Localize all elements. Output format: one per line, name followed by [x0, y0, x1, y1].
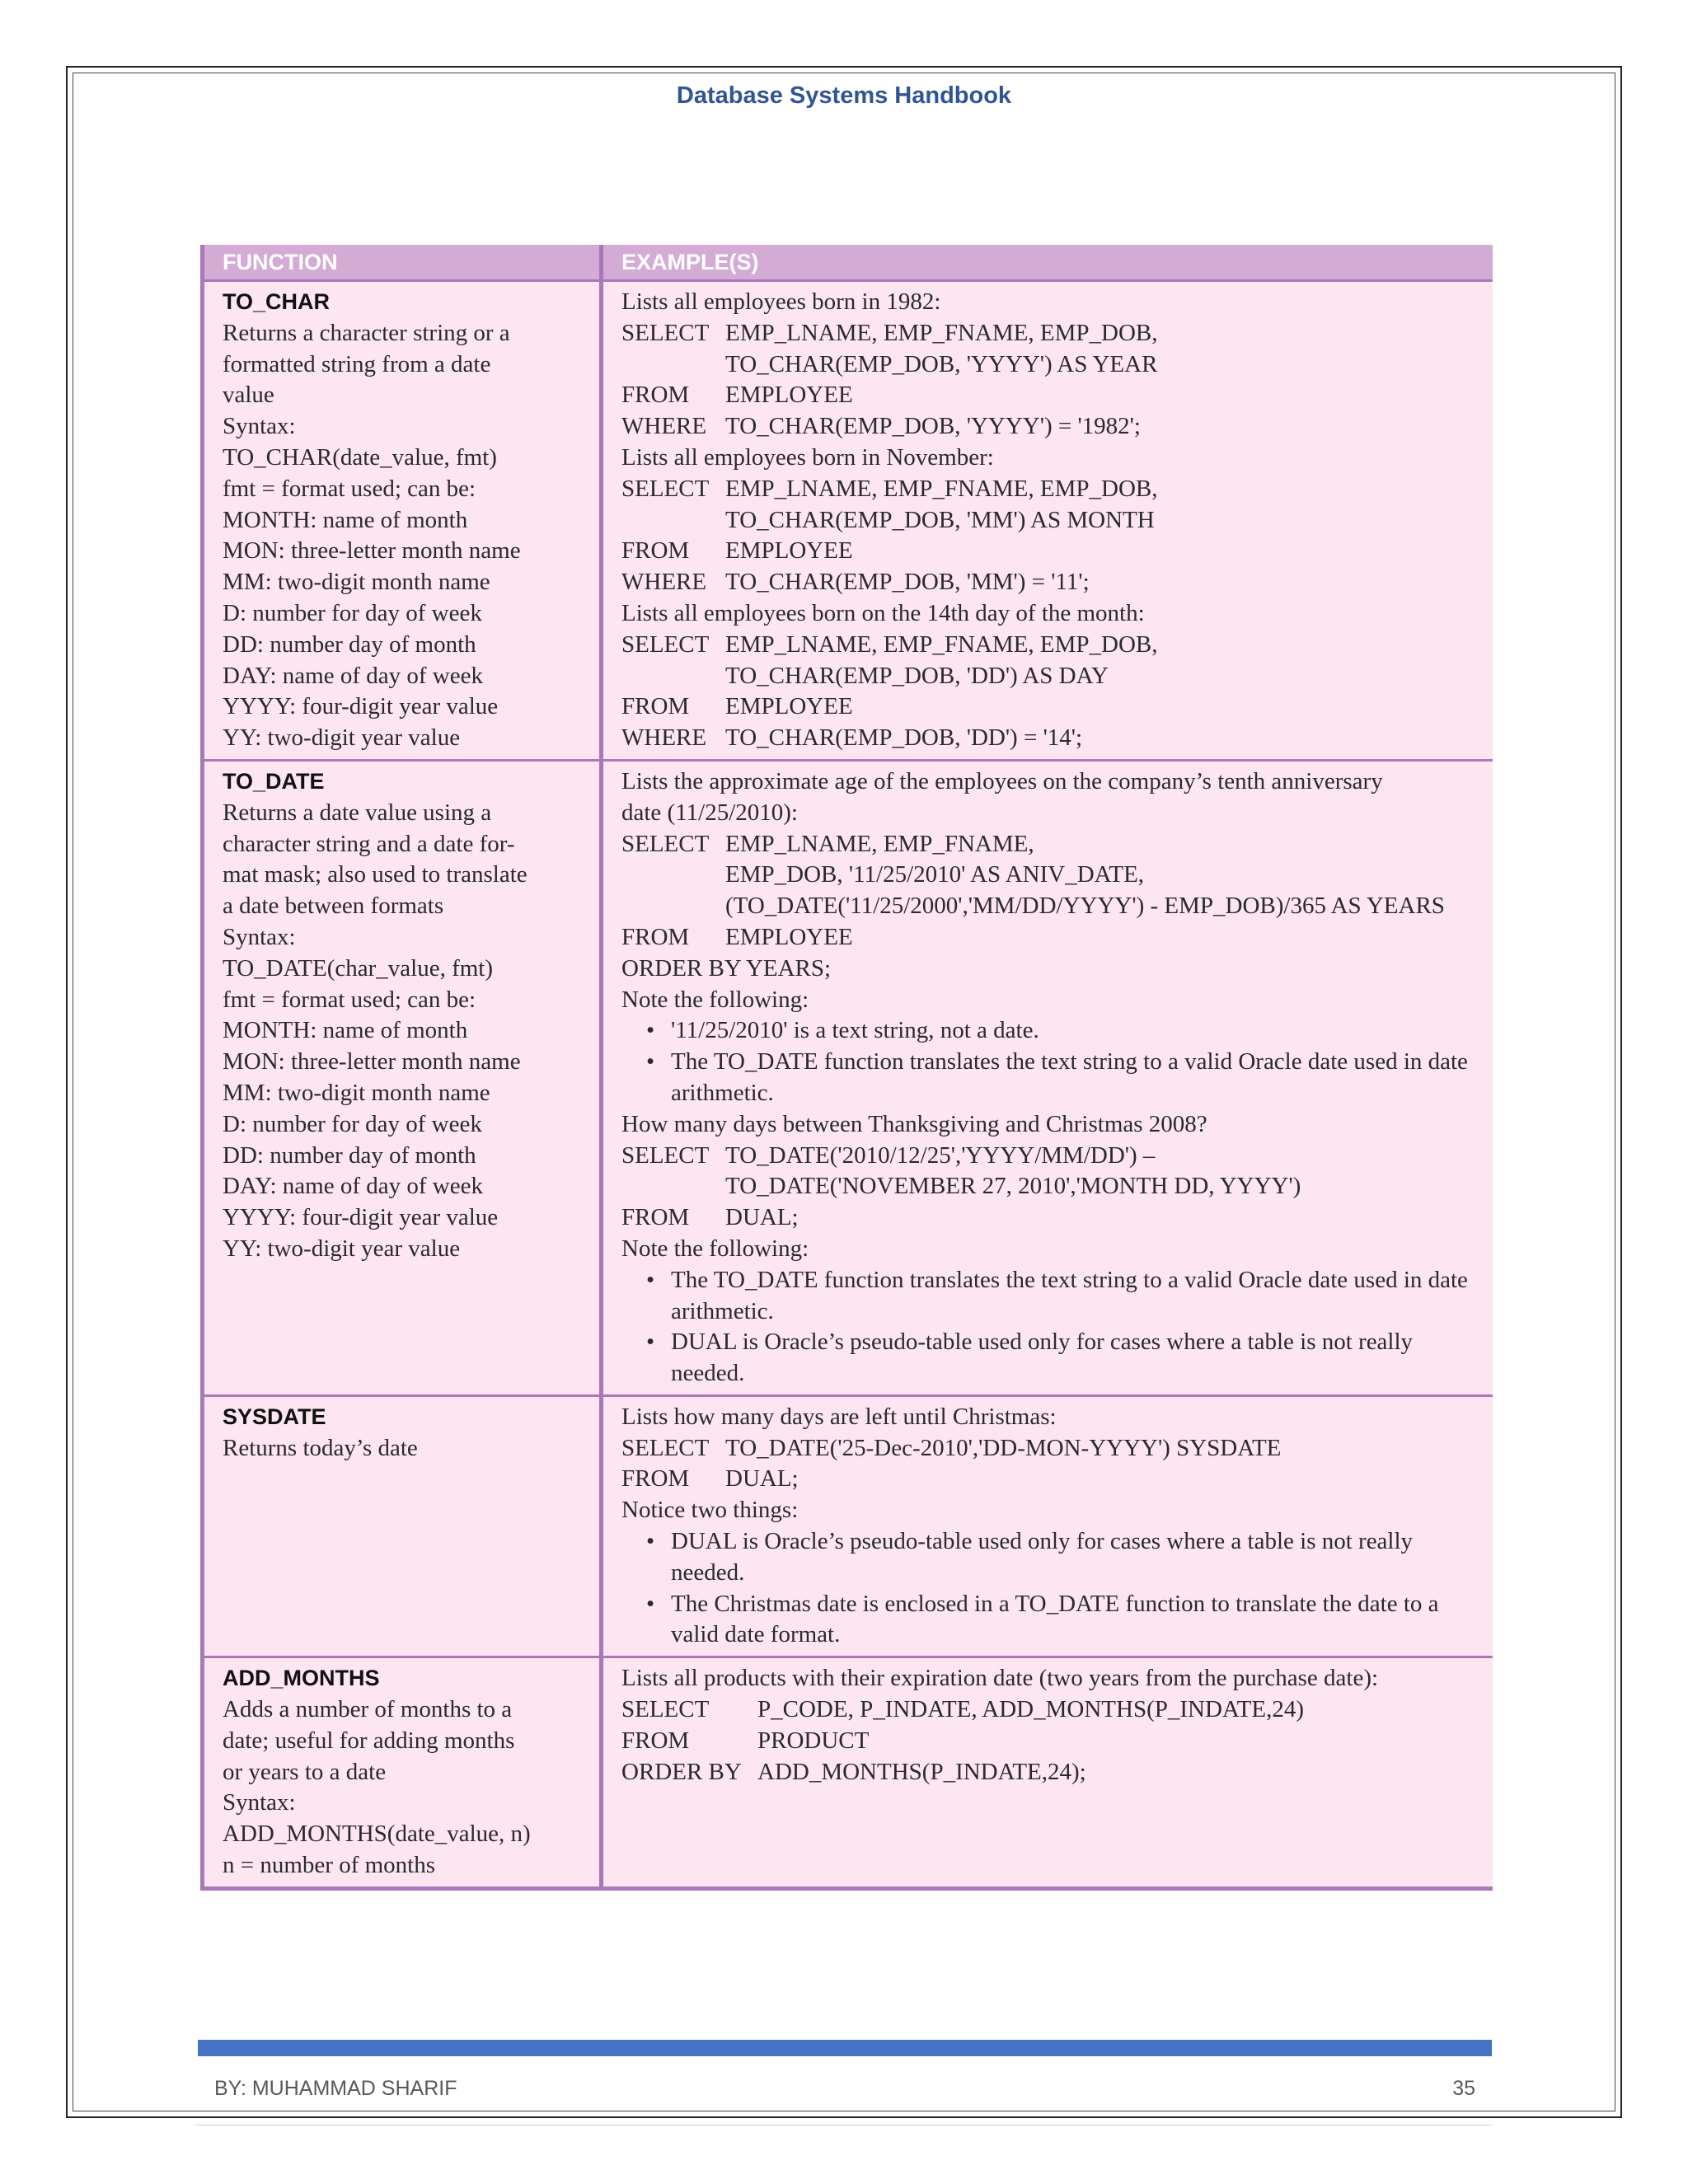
- desc-line: value: [223, 382, 274, 409]
- header-function: FUNCTION: [203, 245, 602, 281]
- example-line: date (11/25/2010):: [621, 799, 798, 826]
- table-row: [203, 760, 1493, 1395]
- sql-keyword: SELECT: [621, 319, 710, 346]
- sql-text: TO_CHAR(EMP_DOB, 'YYYY') = '1982';: [725, 413, 1141, 440]
- desc-line: Returns today’s date: [223, 1434, 418, 1461]
- code-continuation: TO_CHAR(EMP_DOB, 'YYYY') AS YEAR: [725, 350, 1158, 377]
- code-line: [621, 1202, 1483, 1234]
- function-cell: [203, 281, 602, 761]
- desc-line: formatted string from a date: [223, 350, 491, 377]
- sql-keyword: WHERE: [621, 413, 707, 440]
- sql-text: DUAL;: [725, 1204, 799, 1231]
- example-line: Note the following:: [621, 1235, 809, 1262]
- code-continuation: TO_CHAR(EMP_DOB, 'DD') AS DAY: [725, 662, 1109, 689]
- code-line: [621, 536, 1483, 567]
- sql-keyword: WHERE: [621, 724, 707, 752]
- sql-keyword: SELECT: [621, 1696, 710, 1723]
- code-continuation: EMP_DOB, '11/25/2010' AS ANIV_DATE,: [725, 861, 1145, 888]
- sql-keyword: FROM: [621, 537, 690, 565]
- sql-text: TO_CHAR(EMP_DOB, 'MM') = '11';: [725, 569, 1090, 596]
- desc-line: TO_DATE(char_value, fmt): [223, 954, 494, 982]
- desc-line: MONTH: name of month: [223, 1017, 468, 1044]
- desc-line: fmt = format used; can be:: [223, 475, 476, 502]
- code-line: [621, 691, 1483, 723]
- sql-text: EMPLOYEE: [725, 382, 853, 409]
- bullet-item: • DUAL is Oracle’s pseudo-table used only for cases where a table is not really needed.: [621, 1526, 1483, 1589]
- header-examples: EXAMPLE(S): [602, 245, 1493, 281]
- function-name: TO_DATE: [223, 768, 325, 794]
- code-line: [621, 567, 1483, 598]
- desc-line: Syntax:: [223, 923, 296, 950]
- footer-author: BY: MUHAMMAD SHARIF: [214, 2077, 457, 2100]
- function-cell: [203, 760, 602, 1395]
- example-line: Lists how many days are left until Christmas:: [621, 1403, 1057, 1430]
- code-line: [621, 474, 1483, 505]
- desc-line: Adds a number of months to a: [223, 1696, 513, 1723]
- example-line: Lists all employees born in 1982:: [621, 288, 941, 315]
- example-line: Notice two things:: [621, 1497, 799, 1524]
- bullet-item: • DUAL is Oracle’s pseudo-table used only for cases where a table is not really needed.: [621, 1327, 1483, 1390]
- footer-blue-bar: [198, 2040, 1492, 2056]
- code-line: [621, 1726, 1483, 1757]
- desc-line: date; useful for adding months: [223, 1727, 515, 1754]
- example-line: Lists all employees born on the 14th day of the month:: [621, 599, 1145, 626]
- code-continuation: TO_CHAR(EMP_DOB, 'MM') AS MONTH: [725, 506, 1155, 533]
- code-line: [621, 630, 1483, 661]
- table-row: [203, 281, 1493, 761]
- sql-keyword: FROM: [621, 923, 690, 950]
- code-line: [621, 380, 1483, 411]
- desc-line: a date between formats: [223, 893, 444, 920]
- function-table: [200, 245, 1493, 1891]
- sql-keyword: SELECT: [621, 630, 710, 658]
- desc-line: Syntax:: [223, 413, 296, 440]
- code-line: [621, 1141, 1483, 1172]
- sql-text: EMP_LNAME, EMP_FNAME,: [725, 830, 1034, 857]
- function-name: TO_CHAR: [223, 289, 331, 314]
- function-cell: [203, 1657, 602, 1889]
- desc-line: YY: two-digit year value: [223, 1235, 461, 1262]
- sql-keyword: FROM: [621, 693, 690, 720]
- table-row: [203, 1657, 1493, 1889]
- sql-keyword: FROM: [621, 382, 690, 409]
- desc-line: DAY: name of day of week: [223, 1173, 483, 1200]
- desc-line: MON: three-letter month name: [223, 537, 521, 565]
- desc-line: D: number for day of week: [223, 1110, 482, 1137]
- example-cell: [602, 1395, 1493, 1657]
- function-name: SYSDATE: [223, 1404, 326, 1429]
- desc-line: MONTH: name of month: [223, 506, 468, 533]
- example-line: Lists all products with their expiration date (two years from the purchase date):: [621, 1665, 1379, 1692]
- desc-line: DD: number day of month: [223, 630, 476, 658]
- desc-line: fmt = format used; can be:: [223, 986, 476, 1013]
- table-header-row: [203, 245, 1493, 281]
- example-line: ORDER BY YEARS;: [621, 954, 832, 982]
- sql-keyword: FROM: [621, 1204, 690, 1231]
- desc-line: MM: two-digit month name: [223, 1079, 490, 1106]
- sql-text: EMPLOYEE: [725, 537, 853, 565]
- code-line: [621, 922, 1483, 954]
- code-line: [621, 411, 1483, 443]
- code-continuation: TO_DATE('NOVEMBER 27, 2010','MONTH DD, YYYY'): [725, 1173, 1301, 1200]
- sql-text: DUAL;: [725, 1465, 799, 1493]
- sql-text: PRODUCT: [757, 1727, 870, 1754]
- desc-line: D: number for day of week: [223, 599, 482, 626]
- function-cell: [203, 1395, 602, 1657]
- desc-line: character string and a date for-: [223, 830, 515, 857]
- bullet-item: • The Christmas date is enclosed in a TO_DATE function to translate the date to a valid date format.: [621, 1589, 1483, 1652]
- function-name: ADD_MONTHS: [223, 1666, 380, 1691]
- sql-keyword: FROM: [621, 1465, 690, 1493]
- code-line: [621, 723, 1483, 754]
- example-cell: [602, 281, 1493, 761]
- sql-text: EMPLOYEE: [725, 923, 853, 950]
- example-cell: [602, 1657, 1493, 1889]
- example-line: Lists the approximate age of the employees on the company’s tenth anniversary: [621, 767, 1383, 794]
- sql-keyword: ORDER BY: [621, 1758, 742, 1785]
- desc-line: MM: two-digit month name: [223, 569, 490, 596]
- example-cell: [602, 760, 1493, 1395]
- bullet-item: • The TO_DATE function translates the text string to a valid Oracle date used in date arithmetic.: [621, 1265, 1483, 1328]
- sql-text: ADD_MONTHS(P_INDATE,24);: [757, 1758, 1086, 1785]
- page-number: 35: [1452, 2077, 1475, 2100]
- sql-text: EMPLOYEE: [725, 693, 853, 720]
- desc-line: or years to a date: [223, 1758, 387, 1785]
- code-line: [621, 829, 1483, 860]
- desc-line: ADD_MONTHS(date_value, n): [223, 1821, 531, 1848]
- desc-line: YY: two-digit year value: [223, 724, 461, 752]
- desc-line: DD: number day of month: [223, 1141, 476, 1169]
- code-line: [621, 318, 1483, 349]
- sql-keyword: SELECT: [621, 1434, 710, 1461]
- desc-line: TO_CHAR(date_value, fmt): [223, 443, 497, 471]
- sql-keyword: SELECT: [621, 830, 710, 857]
- sql-keyword: SELECT: [621, 1141, 710, 1169]
- desc-line: Returns a character string or a: [223, 319, 510, 346]
- example-line: How many days between Thanksgiving and Christmas 2008?: [621, 1110, 1207, 1137]
- sql-keyword: SELECT: [621, 475, 710, 502]
- code-line: [621, 1464, 1483, 1495]
- desc-line: n = number of months: [223, 1852, 435, 1879]
- sql-text: TO_CHAR(EMP_DOB, 'DD') = '14';: [725, 724, 1083, 752]
- sql-keyword: FROM: [621, 1727, 690, 1754]
- page-title: Database Systems Handbook: [676, 82, 1012, 109]
- sql-text: EMP_LNAME, EMP_FNAME, EMP_DOB,: [725, 319, 1158, 346]
- desc-line: YYYY: four-digit year value: [223, 1204, 499, 1231]
- desc-line: Returns a date value using a: [223, 799, 492, 826]
- code-continuation: (TO_DATE('11/25/2000','MM/DD/YYYY') - EMP_DOB)/365 AS YEARS: [725, 893, 1445, 920]
- bullet-item: • The TO_DATE function translates the text string to a valid Oracle date used in date arithmetic.: [621, 1047, 1483, 1109]
- sql-text: TO_DATE('25-Dec-2010','DD-MON-YYYY') SYSDATE: [725, 1434, 1282, 1461]
- code-line: [621, 1757, 1483, 1788]
- code-line: [621, 1694, 1483, 1726]
- desc-line: mat mask; also used to translate: [223, 861, 528, 888]
- sql-keyword: WHERE: [621, 569, 707, 596]
- desc-line: DAY: name of day of week: [223, 662, 483, 689]
- code-line: [621, 1433, 1483, 1465]
- sql-text: TO_DATE('2010/12/25','YYYY/MM/DD') –: [725, 1141, 1156, 1169]
- bullet-item: • '11/25/2010' is a text string, not a date.: [621, 1015, 1483, 1047]
- desc-line: YYYY: four-digit year value: [223, 693, 499, 720]
- example-line: Note the following:: [621, 986, 809, 1013]
- sql-text: EMP_LNAME, EMP_FNAME, EMP_DOB,: [725, 475, 1158, 502]
- desc-line: Syntax:: [223, 1789, 296, 1816]
- sql-text: P_CODE, P_INDATE, ADD_MONTHS(P_INDATE,24): [757, 1696, 1304, 1723]
- example-line: Lists all employees born in November:: [621, 443, 994, 471]
- table-row: [203, 1395, 1493, 1657]
- sql-text: EMP_LNAME, EMP_FNAME, EMP_DOB,: [725, 630, 1158, 658]
- desc-line: MON: three-letter month name: [223, 1048, 521, 1076]
